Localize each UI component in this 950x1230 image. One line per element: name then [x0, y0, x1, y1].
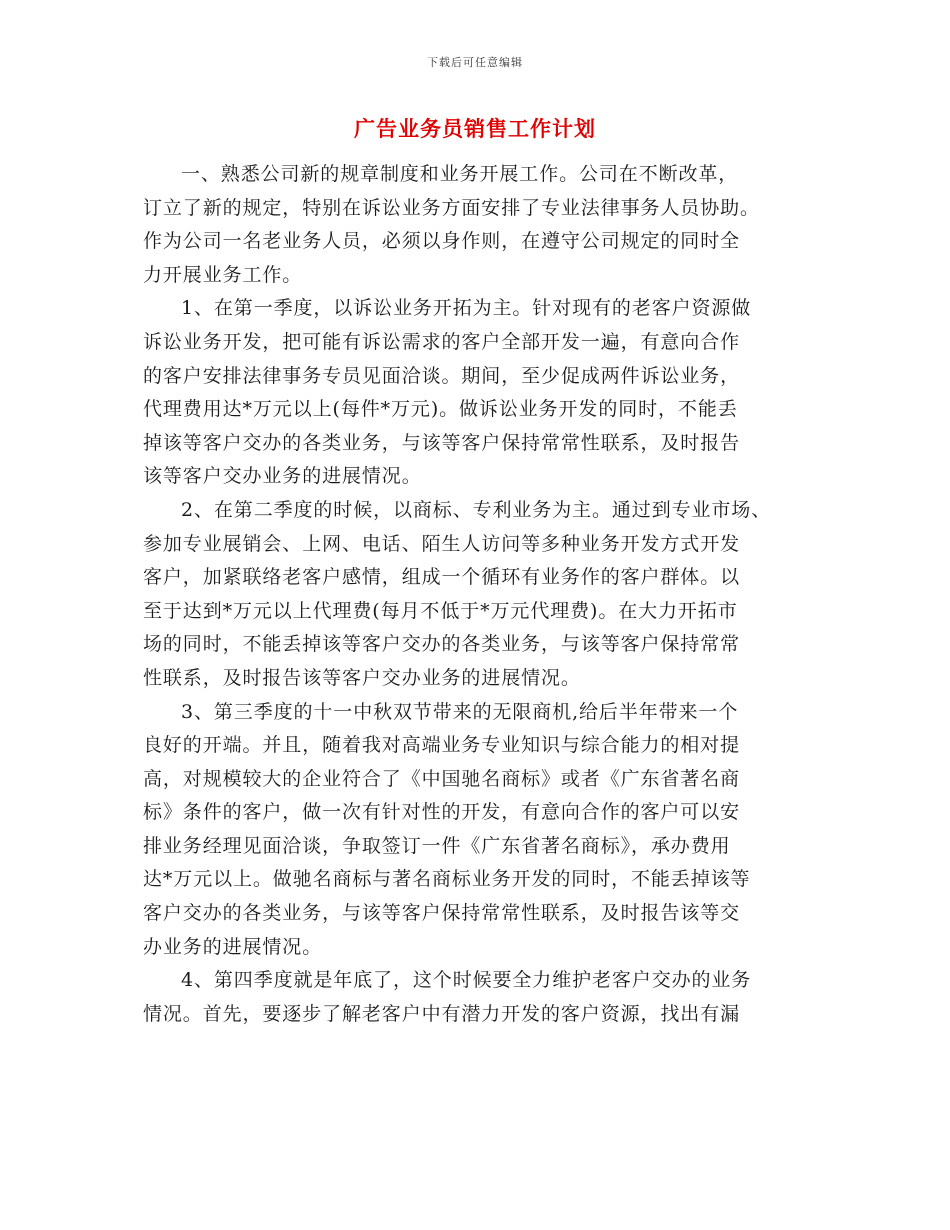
paragraph-3	[143, 494, 815, 696]
text-line: 3、第三季度的十一中秋双节带来的无限商机,给后半年带来一个	[181, 700, 739, 723]
text-line: 掉该等客户交办的各类业务，与该等客户保持常常性联系，及时报告	[143, 431, 741, 454]
text-line: 排业务经理见面洽谈，争取签订一件《广东省著名商标》，承办费用	[143, 834, 731, 857]
text-line: 订立了新的规定，特别在诉讼业务方面安排了专业法律事务人员协助。	[143, 196, 760, 219]
text-line: 情况。首先，要逐步了解老客户中有潜力开发的客户资源，找出有漏	[143, 1002, 741, 1025]
text-line: 良好的开端。并且，随着我对高端业务专业知识与综合能力的相对提	[143, 734, 741, 757]
text-line: 4、第四季度就是年底了，这个时候要全力维护老客户交办的业务	[181, 969, 752, 992]
text-line: 的客户安排法律事务专员见面洽谈。期间，至少促成两件诉讼业务，	[143, 364, 741, 387]
text-line: 场的同时，不能丢掉该等客户交办的各类业务，与该等客户保持常常	[143, 633, 741, 656]
text-line: 办业务的进展情况。	[143, 935, 323, 958]
text-line: 参加专业展销会、上网、电话、陌生人访问等多种业务开发方式开发	[143, 532, 741, 555]
document-title: 广告业务员销售工作计划	[354, 116, 596, 141]
text-line: 至于达到*万元以上代理费(每月不低于*万元代理费)。在大力开拓市	[143, 599, 738, 622]
paragraph-1	[143, 158, 815, 292]
text-line: 标》条件的客户，做一次有针对性的开发，有意向合作的客户可以安	[143, 801, 741, 824]
text-line: 性联系，及时报告该等客户交办业务的进展情况。	[143, 666, 581, 689]
paragraph-4	[143, 696, 815, 965]
text-line: 该等客户交办业务的进展情况。	[143, 465, 422, 488]
header-note: 下载后可任意编辑	[427, 56, 523, 69]
text-line: 力开展业务工作。	[143, 263, 303, 286]
text-line: 一、熟悉公司新的规章制度和业务开展工作。公司在不断改革，	[181, 163, 739, 185]
text-line: 代理费用达*万元以上(每件*万元)。做诉讼业务开发的同时，不能丢	[143, 398, 738, 421]
document-body	[143, 158, 815, 1031]
text-line: 客户交办的各类业务，与该等客户保持常常性联系，及时报告该等交	[143, 902, 741, 925]
text-line: 客户，加紧联络老客户感情，组成一个循环有业务作的客户群体。以	[143, 566, 741, 589]
paragraph-2	[143, 292, 815, 494]
paragraph-5	[143, 964, 815, 1031]
text-line: 2、在第二季度的时候，以商标、专利业务为主。通过到专业市场、	[181, 498, 772, 521]
text-line: 作为公司一名老业务人员，必须以身作则，在遵守公司规定的同时全	[143, 230, 741, 253]
text-line: 达*万元以上。做驰名商标与著名商标业务开发的同时，不能丢掉该等	[143, 868, 751, 891]
text-line: 高，对规模较大的企业符合了《中国驰名商标》或者《广东省著名商	[143, 767, 741, 790]
text-line: 1、在第一季度，以诉讼业务开拓为主。针对现有的老客户资源做	[181, 297, 752, 320]
text-line: 诉讼业务开发，把可能有诉讼需求的客户全部开发一遍，有意向合作	[143, 330, 741, 353]
